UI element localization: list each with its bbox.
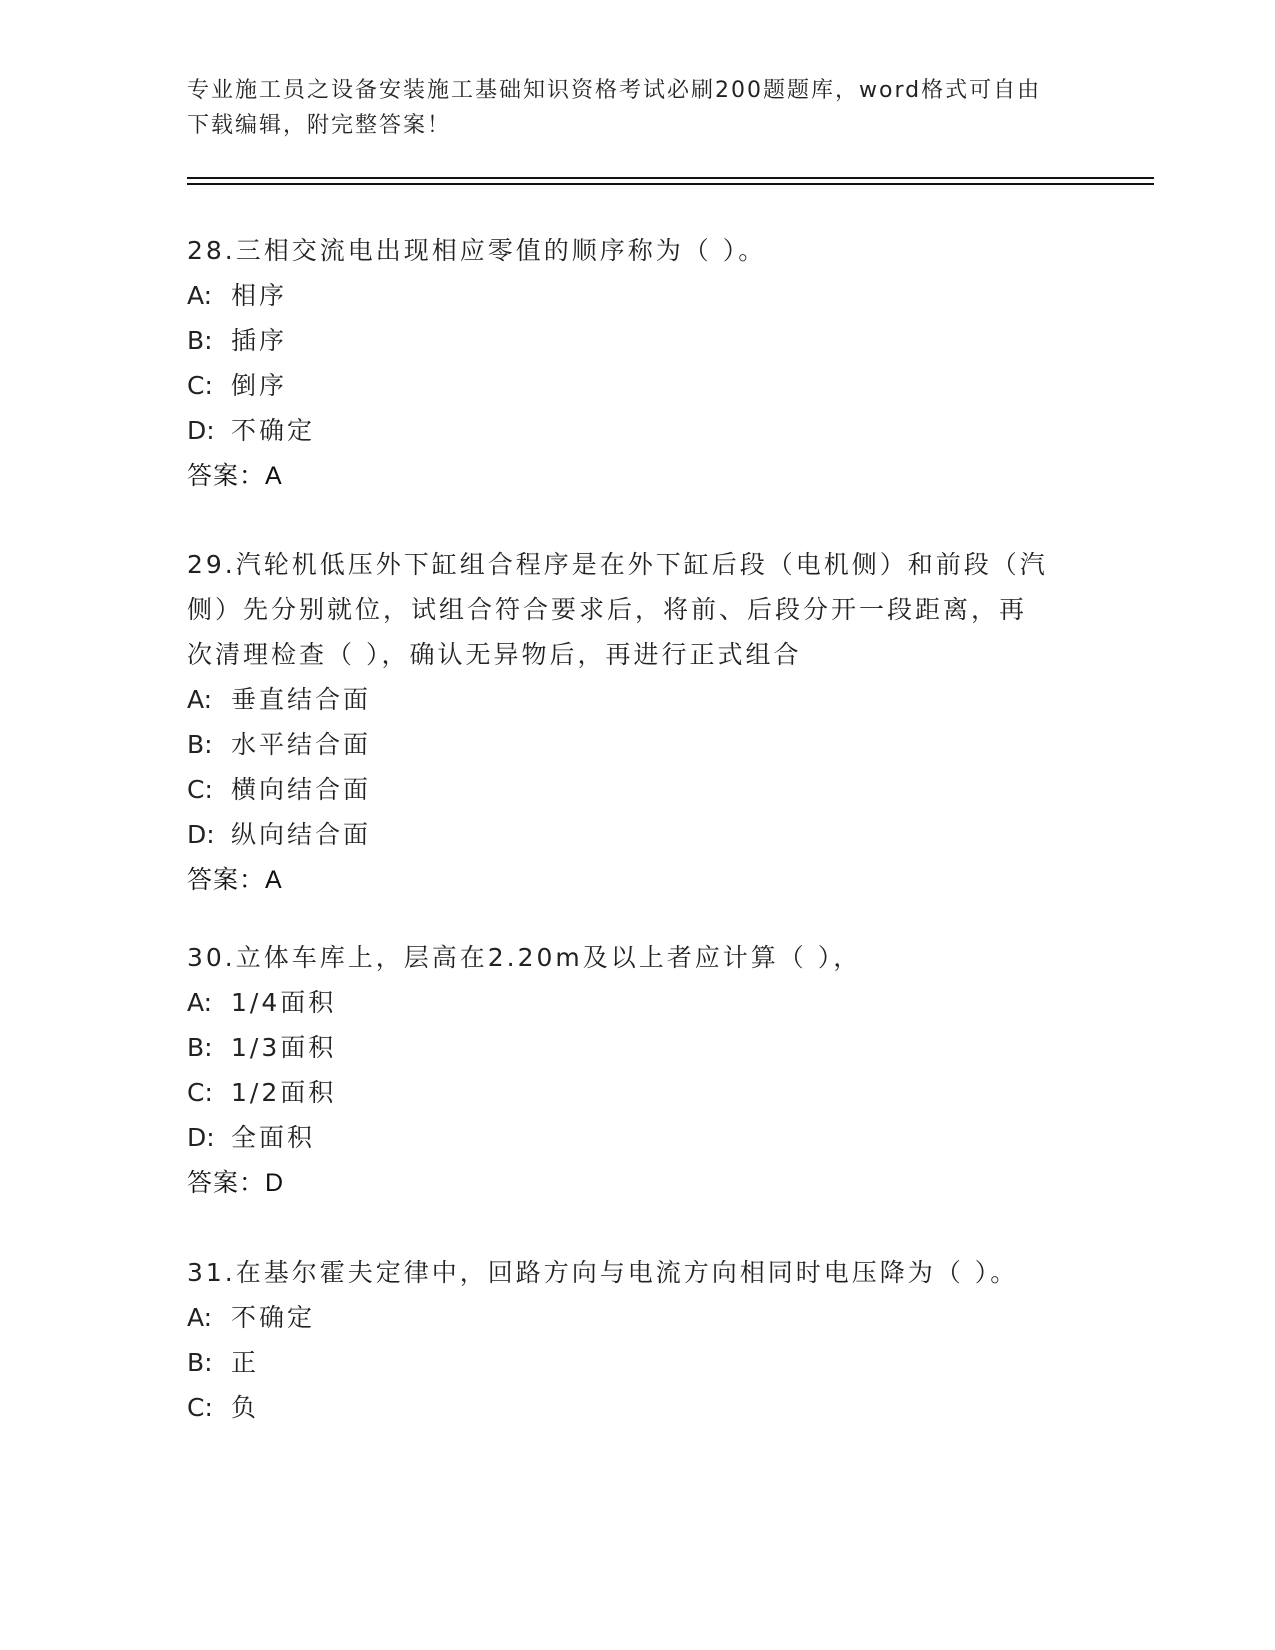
option-a (187, 273, 1087, 318)
answer-label: 答案： (187, 1169, 266, 1197)
option-label: A: (187, 1303, 213, 1332)
option-label: B: (187, 1033, 213, 1062)
answer-key: A (265, 462, 283, 490)
answer (187, 1160, 1087, 1206)
option-text: 不确定 (231, 1303, 316, 1332)
option-c (187, 1070, 1087, 1115)
option-text: 1/4面积 (231, 988, 337, 1017)
option-a (187, 677, 1087, 722)
question-stem-line-1: 29.汽轮机低压外下缸组合程序是在外下缸后段（电机侧）和前段（汽 (187, 550, 1048, 579)
option-c (187, 767, 1087, 812)
option-label: A: (187, 281, 213, 310)
option-text: 插序 (231, 326, 288, 355)
option-text: 水平结合面 (231, 730, 372, 759)
option-a (187, 1295, 1087, 1340)
option-d (187, 812, 1087, 857)
question-stem: 30.立体车库上，层高在2.20m及以上者应计算（ ）， (187, 943, 862, 972)
option-label: B: (187, 1348, 213, 1377)
option-text: 垂直结合面 (231, 685, 372, 714)
question-stem: 28.三相交流电出现相应零值的顺序称为（ ）。 (187, 236, 767, 265)
option-text: 纵向结合面 (231, 820, 372, 849)
option-label: B: (187, 326, 213, 355)
document-header (187, 73, 1067, 143)
option-label: C: (187, 371, 213, 400)
option-text: 负 (231, 1393, 260, 1422)
question-30 (187, 935, 1087, 1206)
option-a (187, 980, 1087, 1025)
option-d (187, 408, 1087, 453)
header-divider-bottom (187, 183, 1154, 185)
question-31 (187, 1250, 1087, 1430)
option-label: D: (187, 416, 215, 445)
option-text: 正 (231, 1348, 260, 1377)
option-c (187, 363, 1087, 408)
option-c (187, 1385, 1087, 1430)
option-text: 不确定 (231, 416, 316, 445)
question-stem: 31.在基尔霍夫定律中，回路方向与电流方向相同时电压降为（ ）。 (187, 1258, 1019, 1287)
option-label: A: (187, 685, 213, 714)
option-b (187, 1340, 1087, 1385)
option-text: 倒序 (231, 371, 288, 400)
header-line-1: 专业施工员之设备安装施工基础知识资格考试必刷200题题库，word格式可自由 (187, 78, 1042, 103)
answer (187, 857, 1087, 903)
option-text: 相序 (231, 281, 288, 310)
option-text: 1/2面积 (231, 1078, 337, 1107)
answer-label: 答案： (187, 462, 266, 490)
option-label: C: (187, 775, 213, 804)
answer-key: D (265, 1169, 285, 1197)
option-label: B: (187, 730, 213, 759)
header-line-2: 下载编辑，附完整答案！ (187, 113, 452, 138)
option-text: 横向结合面 (231, 775, 372, 804)
option-label: C: (187, 1393, 213, 1422)
question-28 (187, 228, 1087, 499)
option-label: D: (187, 1123, 215, 1152)
header-divider-top (187, 177, 1154, 179)
question-stem-line-3: 次清理检查（ ），确认无异物后，再进行正式组合 (187, 640, 802, 669)
option-b (187, 722, 1087, 767)
question-29 (187, 542, 1087, 903)
option-label: A: (187, 988, 213, 1017)
answer (187, 453, 1087, 499)
option-label: C: (187, 1078, 213, 1107)
option-text: 全面积 (231, 1123, 316, 1152)
option-d (187, 1115, 1087, 1160)
option-b (187, 318, 1087, 363)
option-label: D: (187, 820, 215, 849)
option-b (187, 1025, 1087, 1070)
option-text: 1/3面积 (231, 1033, 337, 1062)
answer-label: 答案： (187, 866, 266, 894)
answer-key: A (265, 866, 283, 894)
question-stem-line-2: 侧）先分别就位，试组合符合要求后，将前、后段分开一段距离，再 (187, 595, 1028, 624)
